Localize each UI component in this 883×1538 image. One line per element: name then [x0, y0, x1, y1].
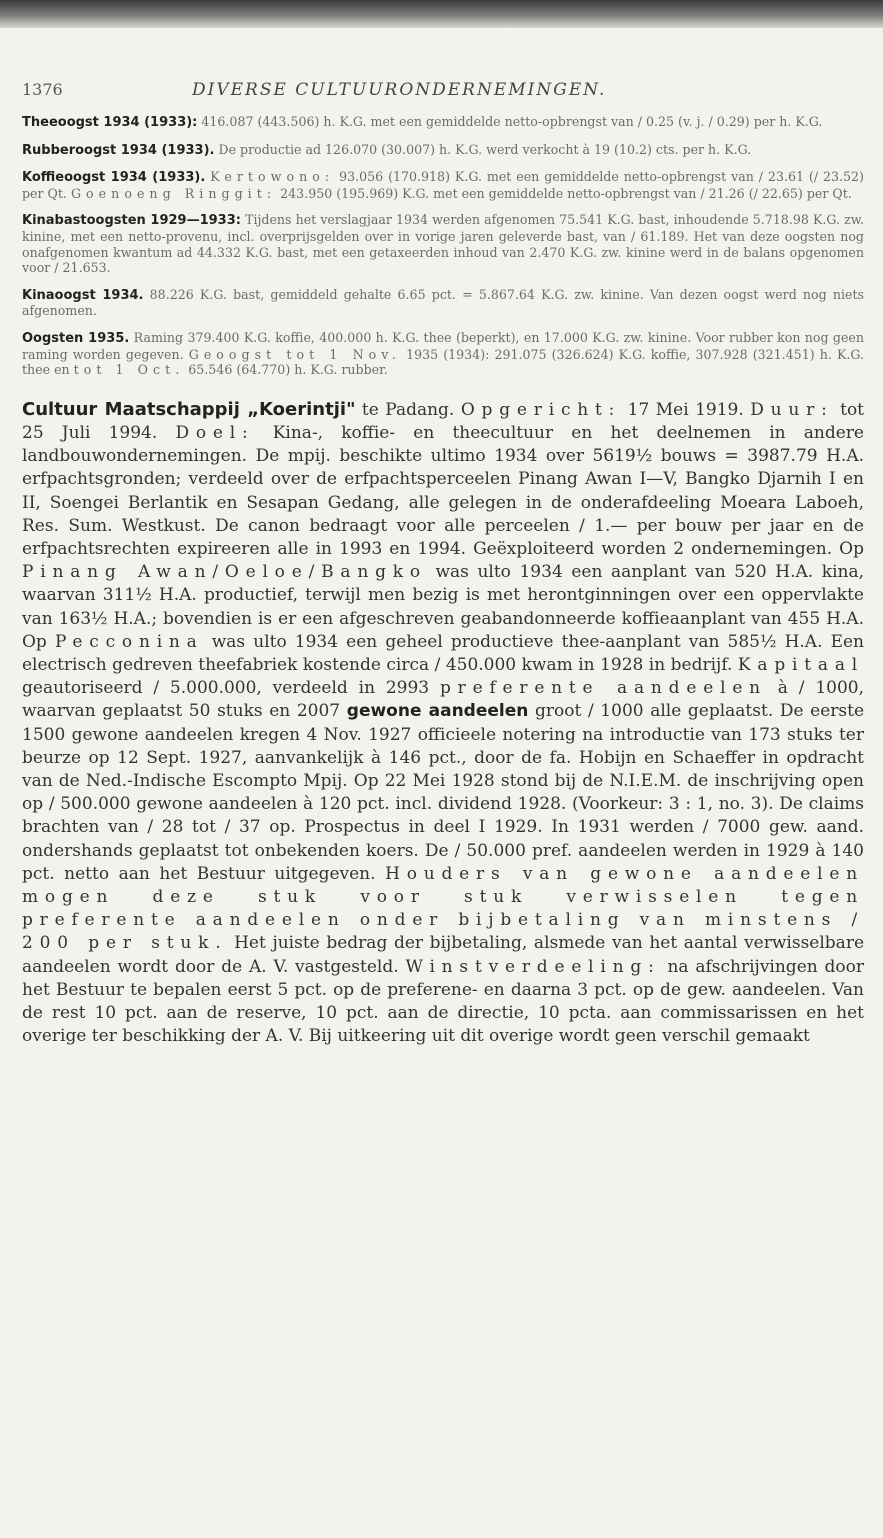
spaced-clause: Houders van gewone aandeelen mogen deze stuk voor stuk verwisselen tegen preferente aandeelen onder bijbetaling van minstens / 200 per stuk. — [22, 863, 864, 954]
section-text: Raming 379.400 K.G. koffie, 400.000 h. K.G. thee (beperkt), en 17.000 K.G. zw. kinine. Voor rubber kon nog geen raming worden gegeven. — [22, 329, 864, 362]
section-text: 88.226 K.G. bast, gemiddeld gehalte 6.65 pct. = 5.867.64 K.G. zw. kinine. Van dezen oogst werd nog niets afgenomen. — [22, 286, 864, 319]
entry-label: Winstverdeeling: — [405, 956, 661, 977]
entry-text: te Padang. — [361, 399, 455, 420]
entry-text: was ulto 1934 een geheel productieve thee-aanplant van 585½ H.A. Een electrisch gedreven theefabriek kostende circa / 450.000 kwam in 1928 in bedrijf. — [22, 631, 865, 675]
section-koffieoogst — [22, 169, 864, 201]
entry-text: Kina-, koffie- en theecultuur en het deelnemen in andere landbouwondernemingen. De mpij. beschikte ultimo 1934 over 5619½ bouws = 3987.79 H.A. erfpachtsgronden; verdeeld over de erfpachtsperceelen Pinang Awan I—V, Bangko Djarnih I en II, Soengei Berlantik en Sesapan Gedang, alle gelegen in de onderafdeeling Moeara Laboeh, Res. Sum. Westkust. De canon bedraagt voor alle perceelen / 1.— per bouw per jaar en de erfpachtsrechten expireeren alle in 1993 en 1994. Geëxploiteerd worden 2 ondernemingen. Op — [22, 422, 864, 559]
page — [22, 80, 864, 1048]
entry-label: Kapitaal — [737, 654, 864, 675]
spaced-phrase: Geoogst tot 1 Nov. — [188, 346, 401, 362]
running-title: DIVERSE CULTUURONDERNEMINGEN. — [192, 80, 607, 100]
section-heading: Oogsten 1935. — [22, 330, 130, 346]
section-kinabastoogsten — [22, 212, 864, 275]
entry-text: groot / 1000 alle geplaatst. De eerste 1500 gewone aandeelen kregen 4 Nov. 1927 officieele notering na introductie van 173 stuks ter beurze op 12 Sept. 1927, aanvankelijk à 146 pct., door de fa. Hobijn en Schaeffer in opdracht van de Ned.-Indische Escompto Mpij. Op 22 Mei 1928 stond bij de N.I.E.M. de inschrijving open op / 500.000 gewone aandeelen à 120 pct. incl. dividend 1928. (Voorkeur: 3 : 1, no. 3). De claims brachten van / 28 tot / 37 op. Prospectus in deel I 1929. In 1931 werden / 7000 gew. aand. ondershands geplaatst tot onbekenden koers. De / 50.000 pref. aandeelen werden in 1929 à 140 pct. netto aan het Bestuur uitgegeven. — [22, 701, 865, 884]
company-name: Cultuur Maatschappij „Koerintji" — [22, 398, 356, 420]
company-entry — [22, 398, 864, 1049]
section-oogsten-1935 — [22, 330, 864, 378]
section-text: 416.087 (443.506) h. K.G. met een gemiddelde netto-opbrengst van / 0.25 (v. j. / 0.29) per h. K.G. — [201, 114, 823, 129]
section-text: De productie ad 126.070 (30.007) h. K.G. werd verkocht à 19 (10.2) cts. per h. K.G. — [218, 141, 752, 157]
entry-text: à / 1000, waarvan geplaatst 50 stuks en 2007 — [22, 678, 864, 722]
section-text: Tijdens het verslagjaar 1934 werden afgenomen 75.541 K.G. bast, inhoudende 5.718.98 K.G. zw. kinine, met een netto-provenu, incl. overprijsgelden over in vorige jaren geleverde bast, van / 61.189. Het van deze oogsten nog onafgenomen kwantum ad 44.332 K.G. bast, met een getaxeerden inhoud van 2.470 K.G. zw. kinine werd in de balans opgenomen voor / 21.653. — [22, 212, 864, 276]
entry-text: 17 Mei 1919. — [627, 399, 744, 420]
section-theeoogst — [22, 114, 864, 131]
estate-name: Pinang Awan/Oeloe/Bangko — [22, 562, 427, 583]
entry-text: tot 25 Juli 1994. — [22, 399, 865, 443]
entry-text: geautoriseerd / 5.000.000, verdeeld in 2993 — [22, 678, 430, 699]
entry-label: Doel: — [175, 422, 255, 443]
entry-text: na afschrijvingen door het Bestuur te bepalen eerst 5 pct. op de preferene- en daarna 3 pct. op de gew. aandeelen. Van de rest 10 pct. aan de reserve, 10 pct. aan de directie, 10 pcta. aan commissarissen en het overige ter beschikking der A. V. Bij uitkeering uit dit overige wordt geen verschil gemaakt — [22, 956, 865, 1047]
section-rubberoogst — [22, 142, 864, 159]
entry-text: Het juiste bedrag der bijbetaling, alsmede van het aantal verwisselbare aandeelen wordt door de A. V. vastgesteld. — [22, 933, 865, 977]
spaced-phrase: tot 1 Oct. — [73, 362, 185, 378]
section-heading: Kinabastoogsten 1929—1933: — [22, 213, 241, 229]
section-text: 93.056 (170.918) K.G. met een gemiddelde netto-opbrengst van / 23.61 (/ 23.52) per Qt. — [22, 169, 864, 201]
section-heading: Koffieoogst 1934 (1933). — [22, 170, 206, 186]
section-text: 1935 (1934): 291.075 (326.624) K.G. koffie, 307.928 (321.451) h. K.G. thee en — [22, 346, 864, 378]
section-heading: Rubberoogst 1934 (1933). — [22, 142, 215, 158]
entry-label: Duur: — [750, 399, 834, 420]
scan-edge-shadow — [0, 0, 883, 28]
section-heading: Theeoogst 1934 (1933): — [22, 115, 198, 130]
entry-label: Opgericht: — [460, 399, 622, 420]
section-text: 65.546 (64.770) h. K.G. rubber. — [188, 362, 388, 378]
estate-name: Goenoeng Ringgit: — [70, 185, 277, 201]
section-text: 243.950 (195.969) K.G. met een gemiddelde netto-opbrengst van / 21.26 (/ 22.65) per Qt. — [280, 185, 852, 201]
page-header — [22, 80, 864, 114]
page-number: 1376 — [22, 80, 63, 99]
section-heading: Kinaoogst 1934. — [22, 287, 144, 303]
share-class: preferente aandeelen — [439, 678, 767, 699]
estate-name: Kertowono: — [210, 169, 335, 185]
section-kinaoogst — [22, 287, 864, 319]
estate-name: Pecconina — [54, 631, 204, 652]
entry-text: was ulto 1934 een aanplant van 520 H.A. kina, waarvan 311½ H.A. productief, terwijl men bezig is met herontginningen over een oppervlakte van 163½ H.A.; bovendien is er een afgeschreven geabandonneerde koffieaanplant van 455 H.A. Op — [22, 562, 864, 652]
share-class-bold: gewone aandeelen — [346, 701, 529, 722]
